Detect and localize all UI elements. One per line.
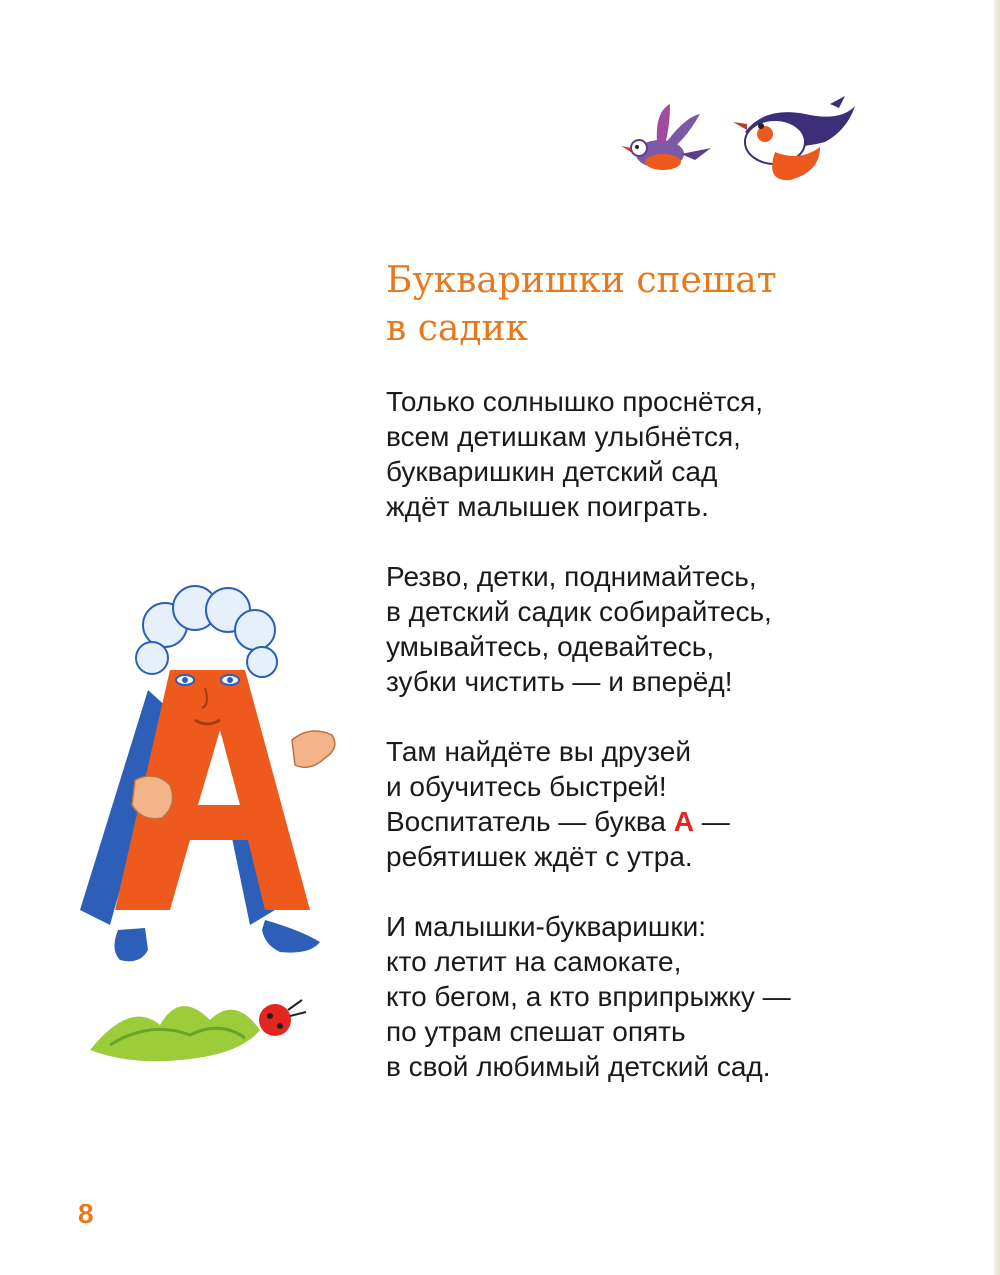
birds-illustration — [615, 92, 875, 192]
poem-stanza-2 — [386, 559, 966, 699]
poem-line: Там найдёте вы друзей — [386, 736, 692, 767]
poem-line: И малышки-букваришки: — [386, 911, 707, 942]
poem-line: ребятишек ждёт с утра. — [386, 841, 693, 872]
poem-line: и обучитесь быстрей! — [386, 771, 667, 802]
ladybug-illustration — [259, 1000, 306, 1036]
page-title — [386, 257, 946, 353]
poem — [386, 384, 966, 1119]
poem-line: ждёт малышек поиграть. — [386, 491, 709, 522]
poem-line: умывайтесь, одевайтесь, — [386, 631, 715, 662]
poem-line-part: Воспитатель — буква — [386, 806, 674, 837]
poem-stanza-1 — [386, 384, 966, 524]
poem-line: Только солнышко проснётся, — [386, 386, 764, 417]
poem-line: букваришкин детский сад — [386, 456, 718, 487]
page-edge — [994, 0, 1000, 1275]
page-title-line-1: Букваришки спешат — [386, 260, 777, 301]
page-number: 8 — [78, 1198, 94, 1229]
hair-icon — [136, 586, 277, 677]
page-title-line-2: в садик — [386, 308, 528, 349]
accent-letter: А — [673, 806, 694, 837]
poem-line: в свой любимый детский сад. — [386, 1051, 771, 1082]
poem-line-part: — — [693, 806, 730, 837]
poem-line: в детский садик собирайтесь, — [386, 596, 772, 627]
poem-stanza-4 — [386, 909, 966, 1084]
poem-line: кто летит на самокате, — [386, 946, 682, 977]
poem-line: всем детишкам улыбнётся, — [386, 421, 741, 452]
grass-tuft-illustration — [90, 1006, 260, 1061]
poem-stanza-3 — [386, 734, 966, 874]
poem-line: зубки чистить — и вперёд! — [386, 666, 733, 697]
large-bird-icon — [733, 96, 855, 180]
small-bird-icon — [621, 104, 711, 170]
letter-a-character-illustration — [70, 580, 360, 1080]
poem-line: Резво, детки, поднимайтесь, — [386, 561, 757, 592]
poem-line: кто бегом, а кто вприпрыжку — — [386, 981, 791, 1012]
poem-line: по утрам спешат опять — [386, 1016, 686, 1047]
poem-line-with-accent — [386, 804, 966, 839]
